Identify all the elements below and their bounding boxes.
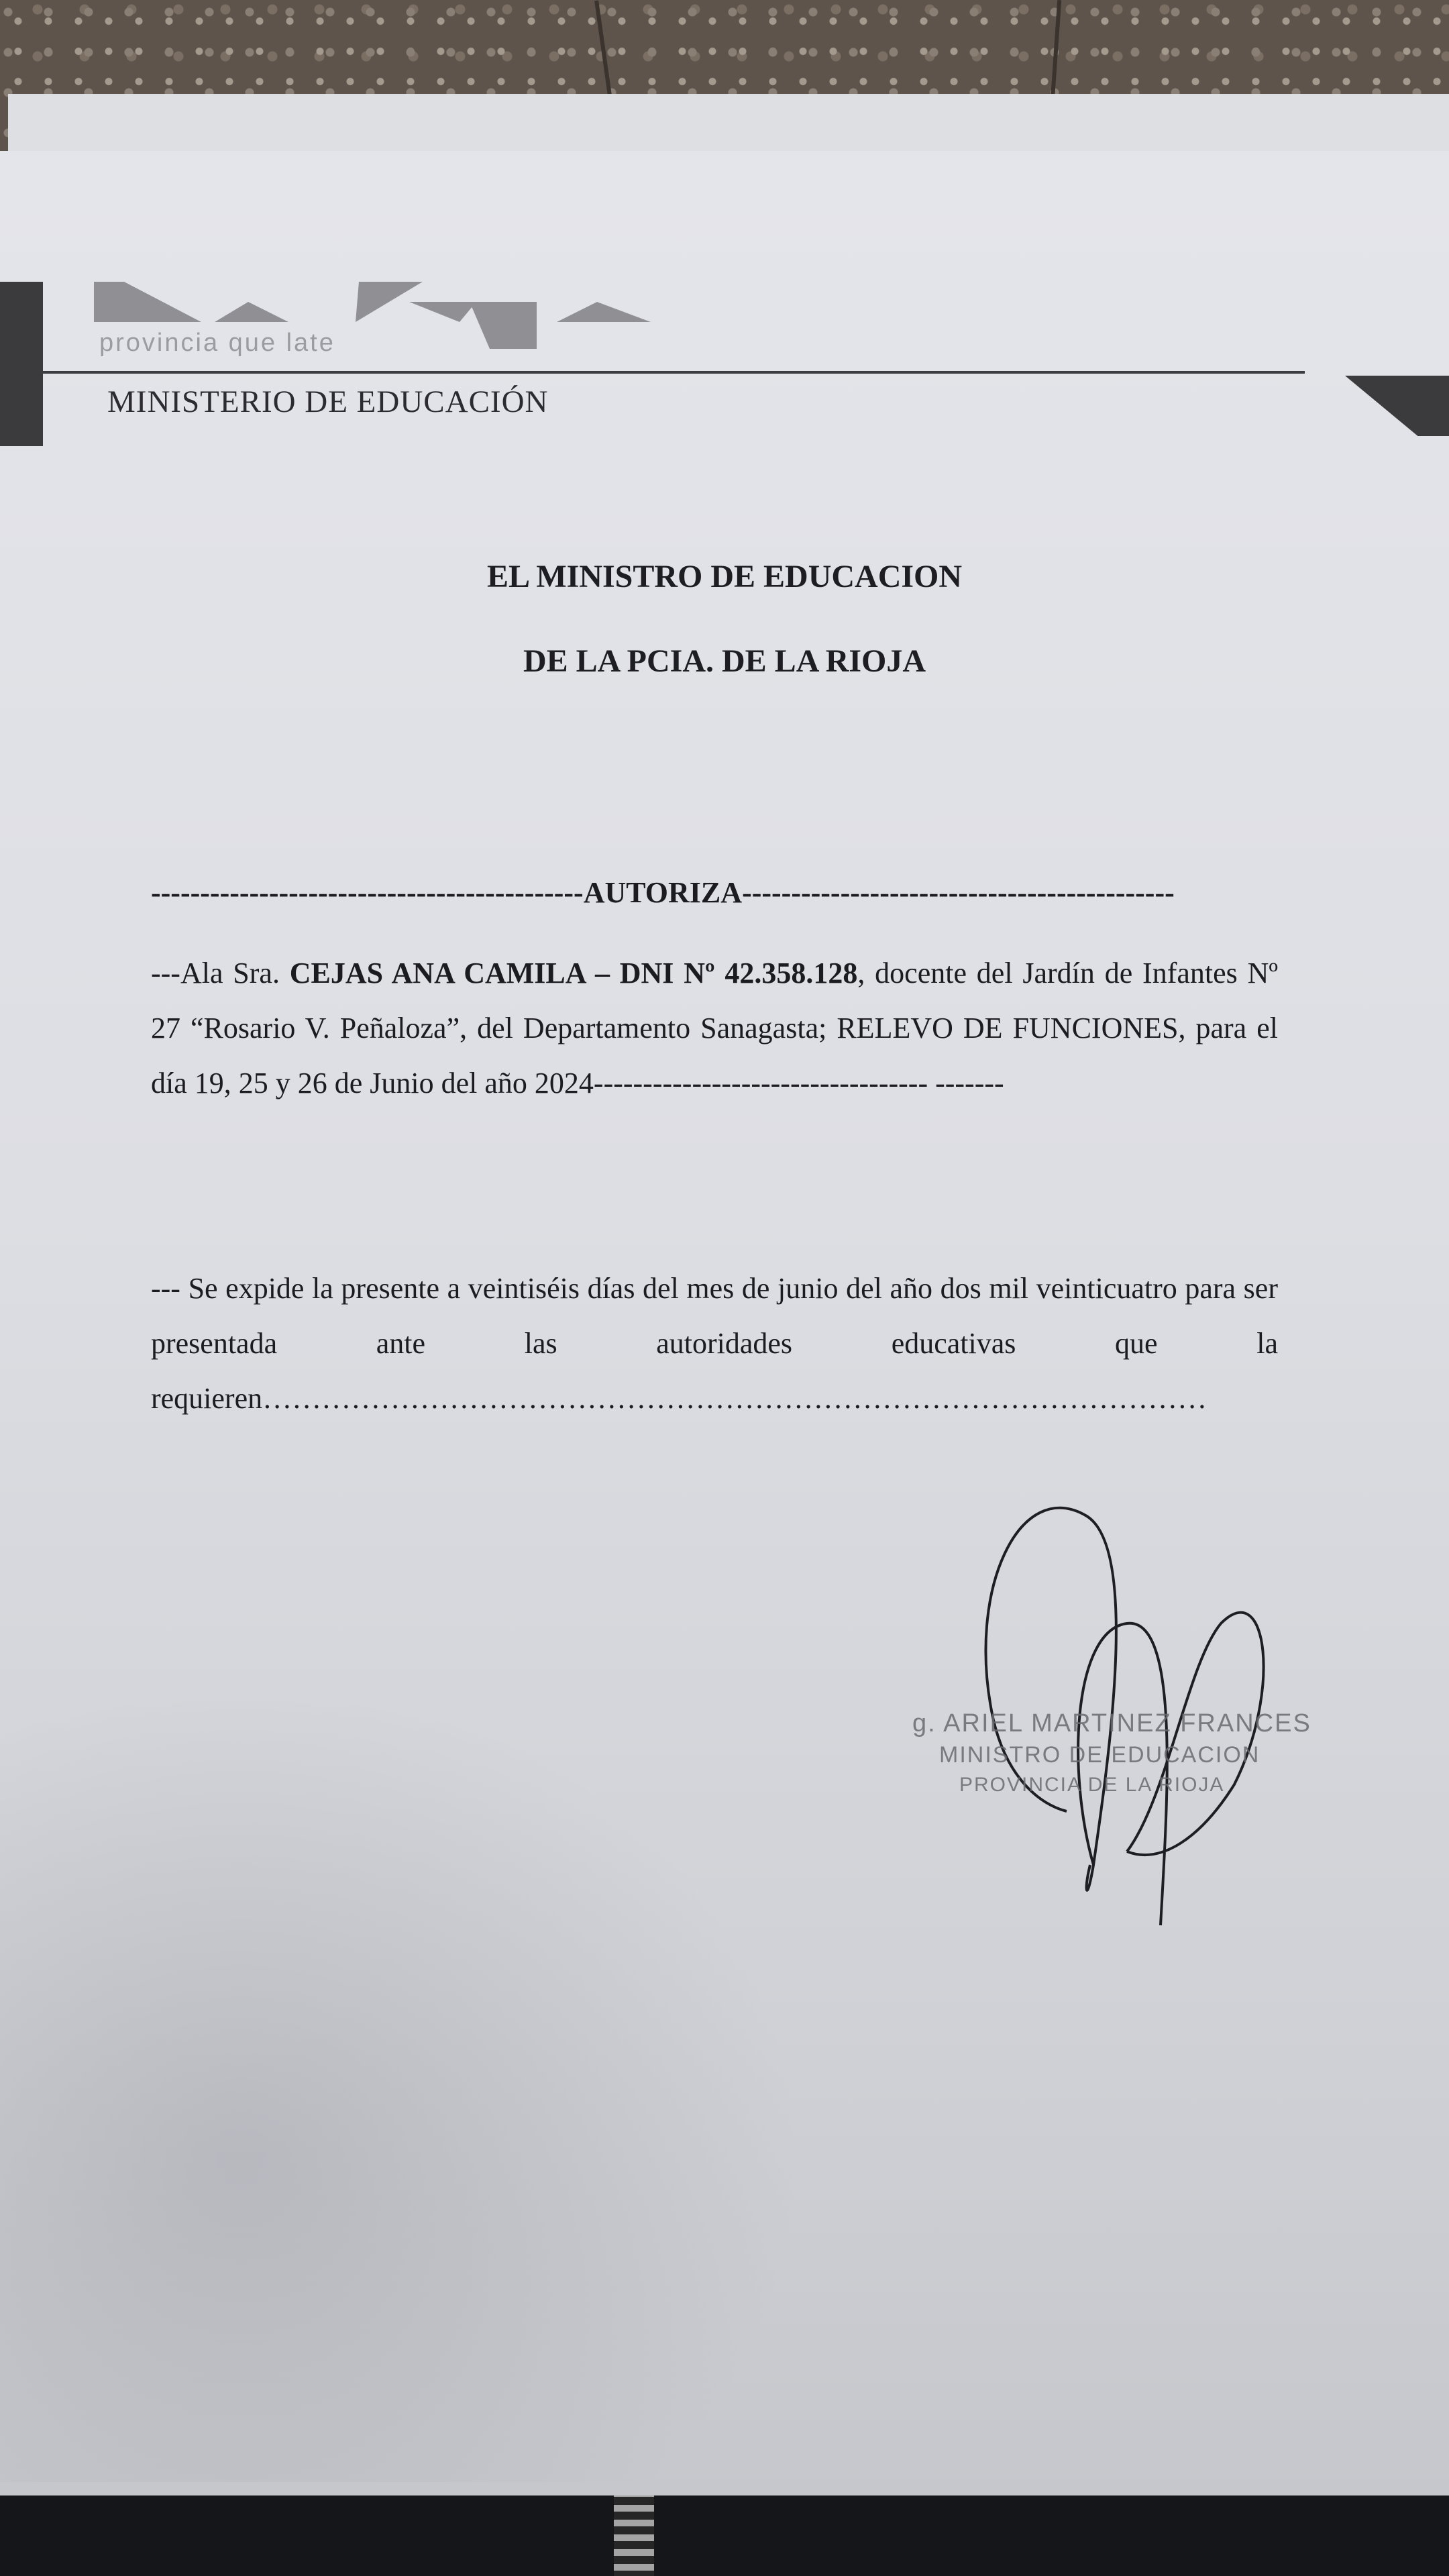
dash-run: --------------------------------------------: [742, 876, 1175, 909]
shadow: [0, 1677, 805, 2482]
stamp-province: PROVINCIA DE LA RIOJA: [959, 1774, 1225, 1796]
header-divider: [40, 371, 1305, 374]
teacher-name-dni: CEJAS ANA CAMILA – DNI Nº 42.358.128: [289, 957, 858, 989]
document-title-line1: EL MINISTRO DE EDUCACION: [486, 559, 963, 594]
document-title-line2: DE LA PCIA. DE LA RIOJA: [523, 643, 926, 679]
stamp-title: MINISTRO DE EDUCACION: [939, 1742, 1260, 1768]
official-stamp: [912, 1709, 1311, 1796]
autoriza-line: [151, 875, 1285, 910]
autoriza-word: AUTORIZA: [583, 876, 743, 909]
ministry-heading: MINISTERIO DE EDUCACIÓN: [107, 384, 549, 419]
authorization-paragraph: [151, 946, 1278, 1111]
paragraph-body: , docente del Jardín de Infantes Nº 27 “Rosario V. Peñaloza”, del Departamento Sanagasta; RELEVO DE FUNCIONES, para el día 19, 25 y 26 de Junio del año 2024---------------------------------- -------: [151, 957, 1278, 1099]
paragraph-prefix: ---Ala Sra.: [151, 957, 290, 989]
left-edge-mark: [0, 282, 43, 446]
dash-run: --------------------------------------------: [151, 876, 584, 909]
stamp-name: g. ARIEL MARTINEZ FRANCES: [912, 1709, 1311, 1737]
issuance-paragraph: --- Se expide la presente a veintiséis días del mes de junio del año dos mil veinticuatro para ser presentada ante las autoridades educativas que la requieren……………………………………………………………………………………: [151, 1272, 1278, 1415]
logo-tagline: provincia que late: [99, 329, 335, 357]
